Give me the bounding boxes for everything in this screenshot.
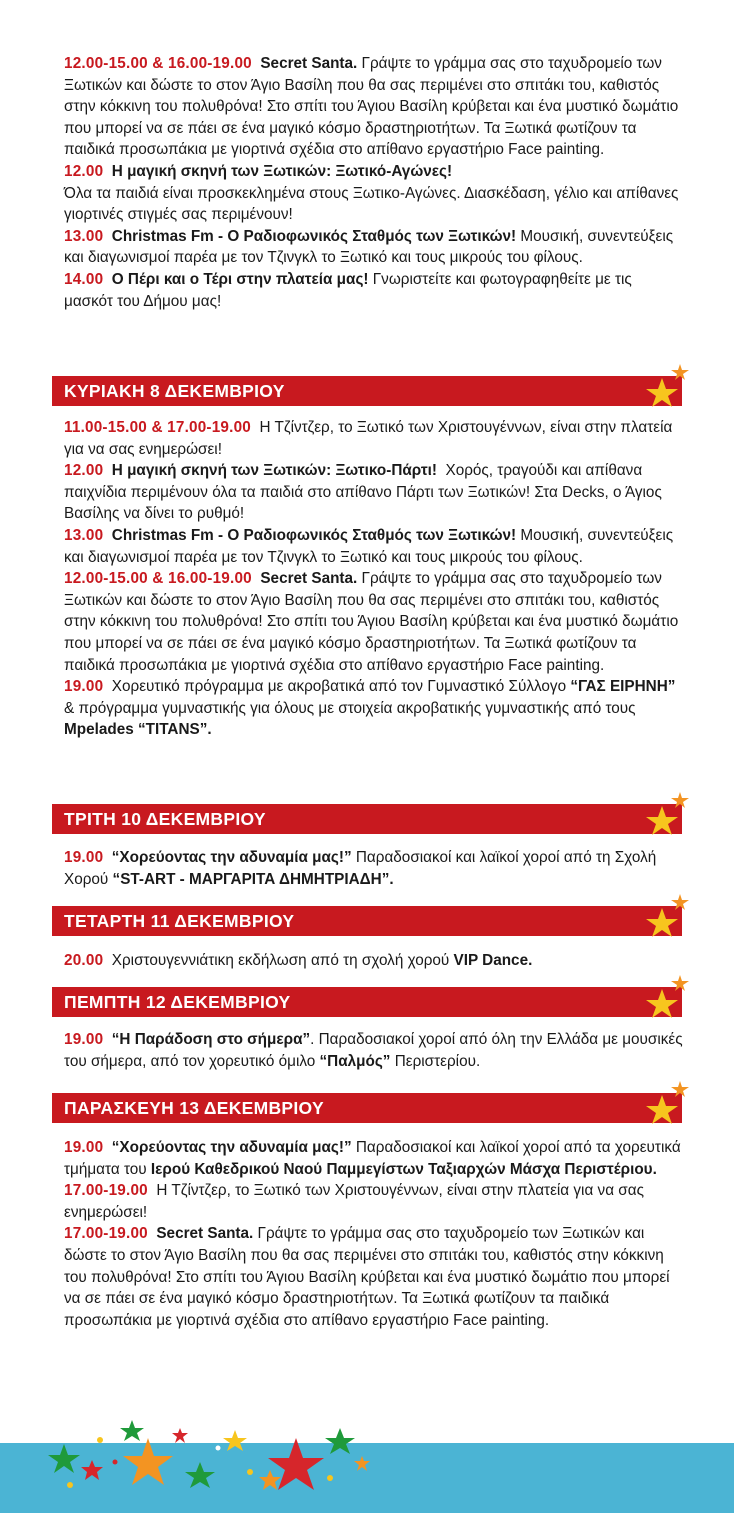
event-text: Χορός, τραγούδι και απίθανα παιχνίδια περιμένουν όλα τα παιδιά στο απίθανο Πάρτι των Ξωτικών! Στα Decks, ο Άγιος Βασίλης να δίνει το ρυθμό! <box>64 462 662 523</box>
event-item <box>64 1029 684 1072</box>
event-time: 14.00 <box>64 270 104 288</box>
event-title: Ο Πέρι και ο Τέρι στην πλατεία μας! <box>111 270 369 288</box>
event-title: “Χορεύοντας την αδυναμία μας!” <box>111 849 352 866</box>
day-heading-label: ΠΕΜΠΤΗ 12 ΔΕΚΕΜΒΡΙΟΥ <box>64 992 291 1012</box>
event-strong: “ST-ART - ΜΑΡΓΑΡΙΤΑ ΔΗΜΗΤΡΙΑΔΗ”. <box>112 870 394 888</box>
day-heading-label: ΚΥΡΙΑΚΗ 8 ΔΕΚΕΜΒΡΙΟΥ <box>64 381 285 401</box>
event-time: 11.00-15.00 & 17.00-19.00 <box>64 419 252 436</box>
event-strong: “ΓΑΣ ΕΙΡΗΝΗ” <box>570 678 676 696</box>
event-time: 17.00-19.00 <box>64 1225 148 1243</box>
star-icon <box>48 1420 370 1490</box>
event-time: 13.00 <box>64 227 104 245</box>
day-heading-sunday <box>52 376 682 406</box>
star-icon <box>644 973 690 1019</box>
day-heading-label: ΤΕΤΑΡΤΗ 11 ΔΕΚΕΜΒΡΙΟΥ <box>64 911 295 931</box>
event-item <box>64 1180 684 1223</box>
section-5-events <box>64 1137 684 1331</box>
event-text: Χριστουγεννιάτικη εκδήλωση από τη σχολή χορού <box>111 952 450 969</box>
event-title: Η μαγική σκηνή των Ξωτικών: Ξωτικο-Πάρτι! <box>111 462 437 480</box>
event-item <box>64 53 684 161</box>
event-title: Christmas Fm - Ο Ραδιοφωνικός Σταθμός των Ξωτικών! <box>111 526 517 544</box>
event-time: 20.00 <box>64 952 104 969</box>
event-time: 12.00-15.00 & 16.00-19.00 <box>64 570 252 588</box>
event-time: 19.00 <box>64 849 104 866</box>
event-time: 12.00 <box>64 462 104 480</box>
event-text-mid: & πρόγραμμα γυμναστικής για όλους με στοιχεία ακροβατικής γυμναστικής από τους <box>64 699 636 717</box>
event-text: Η Τζίντζερ, το Ξωτικό των Χριστουγέννων, είναι στην πλατεία για να σας ενημερώσει! <box>64 419 673 458</box>
event-item <box>64 226 684 269</box>
event-item <box>64 847 684 890</box>
section-0-events <box>64 53 684 312</box>
event-text: Μουσική, συνεντεύξεις και διαγωνισμοί παρέα με τον Τζινγκλ το Ξωτικό και τους μικρούς του φίλους. <box>64 227 674 267</box>
event-text: . Παραδοσιακοί χοροί από όλη την Ελλάδα με μουσικές του σήμερα, από τον χορευτικό όμιλο <box>64 1031 683 1070</box>
event-time: 19.00 <box>64 678 104 696</box>
star-icon <box>644 1079 690 1125</box>
event-title: Secret Santa. <box>260 570 358 588</box>
event-time: 12.00-15.00 & 16.00-19.00 <box>64 55 252 72</box>
event-title: “Η Παράδοση στο σήμερα” <box>111 1031 311 1048</box>
event-text: Γράψτε το γράμμα σας στο ταχυδρομείο των Ξωτικών και δώστε το στον Άγιο Βασίλη που θα σας περιμένει στο σπιτάκι του, καθιστός στην κόκκινη του πολυθρόνα! Στο σπίτι του Άγιου Βασίλη κρύβεται και ένα μυστικό δωμάτιο που μπορεί να σε πάει σε ένα μαγικό κόσμο δραστηριοτήτων. Τα Ξωτικά φωτίζουν τα παιδικά προσωπάκια με γιορτινά σχέδια στο απίθανο εργαστήριο Face painting. <box>64 1225 670 1329</box>
event-item <box>64 525 684 568</box>
event-title: “Χορεύοντας την αδυναμία μας!” <box>111 1139 352 1156</box>
star-icon <box>644 790 690 836</box>
event-strong: Mpelades “TITANS”. <box>64 721 212 739</box>
day-heading-friday <box>52 1093 682 1123</box>
event-text: Παραδοσιακοί και λαϊκοί χοροί από τη Σχολή Χορού <box>64 849 657 888</box>
event-item <box>64 161 684 226</box>
event-strong: “Παλμός” <box>319 1052 391 1070</box>
event-item <box>64 417 684 460</box>
event-title: Η μαγική σκηνή των Ξωτικών: Ξωτικό-Αγώνες! <box>111 162 453 180</box>
event-item <box>64 269 684 312</box>
event-item <box>64 568 684 676</box>
event-time: 19.00 <box>64 1031 104 1048</box>
event-title: Secret Santa. <box>156 1225 254 1243</box>
day-heading-label: ΤΡΙΤΗ 10 ΔΕΚΕΜΒΡΙΟΥ <box>64 809 266 829</box>
event-time: 12.00 <box>64 162 104 180</box>
event-text: Γράψτε το γράμμα σας στο ταχυδρομείο των Ξωτικών και δώστε το στον Άγιο Βασίλη που θα σας περιμένει στο σπιτάκι του, καθιστός στην κόκκινη του πολυθρόνα! Στο σπίτι του Άγιου Βασίλη κρύβεται και ένα μυστικό δωμάτιο που μπορεί να σε πάει σε ένα μαγικό κόσμο δραστηριοτήτων. Τα Ξωτικά φωτίζουν τα παιδικά προσωπάκια με γιορτινά σχέδια στο απίθανο εργαστήριο Face painting. <box>64 570 679 674</box>
event-strong: VIP Dance. <box>453 952 533 969</box>
event-text: Γνωριστείτε και φωτογραφηθείτε με τις μασκότ του Δήμου μας! <box>64 270 632 310</box>
event-text: Γράψτε το γράμμα σας στο ταχυδρομείο των Ξωτικών και δώστε το στον Άγιο Βασίλη που θα σας περιμένει στο σπιτάκι του, καθιστός στην κόκκινη του πολυθρόνα! Στο σπίτι του Άγιου Βασίλη κρύβεται και ένα μυστικό δωμάτιο που μπορεί να σε πάει σε ένα μαγικό κόσμο δραστηριοτήτων. Τα Ξωτικά φωτίζουν τα παιδικά προσωπάκια με γιορτινά σχέδια στο απίθανο εργαστήριο Face painting. <box>64 55 679 159</box>
event-text: Όλα τα παιδιά είναι προσκεκλημένα στους Ξωτικο-Αγώνες. Διασκέδαση, γέλιο και απίθανες γιορτινές στιγμές σας περιμένουν! <box>64 184 679 224</box>
event-item <box>64 950 684 972</box>
event-item <box>64 460 684 525</box>
event-text: Η Τζίντζερ, το Ξωτικό των Χριστουγέννων, είναι στην πλατεία για να σας ενημερώσει! <box>64 1182 644 1221</box>
day-heading-tuesday <box>52 804 682 834</box>
day-heading-label: ΠΑΡΑΣΚΕΥΗ 13 ΔΕΚΕΜΒΡΙΟΥ <box>64 1098 324 1118</box>
event-title: Secret Santa. <box>260 55 358 72</box>
day-heading-wednesday <box>52 906 682 936</box>
event-text: Χορευτικό πρόγραμμα με ακροβατικά από τον Γυμναστικό Σύλλογο <box>111 678 567 696</box>
section-2-events <box>64 847 684 890</box>
decorative-stars-icon <box>40 1400 380 1513</box>
star-icon <box>644 892 690 938</box>
event-text: Μουσική, συνεντεύξεις και διαγωνισμοί παρέα με τον Τζινγκλ το Ξωτικό και τους μικρούς του φίλους. <box>64 526 674 566</box>
event-time: 13.00 <box>64 526 104 544</box>
event-text-tail: Περιστερίου. <box>390 1052 481 1070</box>
section-1-events <box>64 417 684 741</box>
event-time: 17.00-19.00 <box>64 1182 148 1200</box>
event-item <box>64 1137 684 1180</box>
section-3-events <box>64 950 684 972</box>
event-strong: Ιερού Καθεδρικού Ναού Παμμεγίστων Ταξιαρχών Μάσχα Περιστέριου. <box>150 1160 657 1178</box>
star-icon <box>644 362 690 408</box>
event-time: 19.00 <box>64 1139 104 1156</box>
event-item <box>64 1223 684 1331</box>
event-text: Παραδοσιακοί και λαϊκοί χοροί από τα χορευτικά τμήματα του <box>64 1139 681 1178</box>
event-item <box>64 676 684 741</box>
day-heading-thursday <box>52 987 682 1017</box>
section-4-events <box>64 1029 684 1072</box>
event-title: Christmas Fm - Ο Ραδιοφωνικός Σταθμός των Ξωτικών! <box>111 227 517 245</box>
